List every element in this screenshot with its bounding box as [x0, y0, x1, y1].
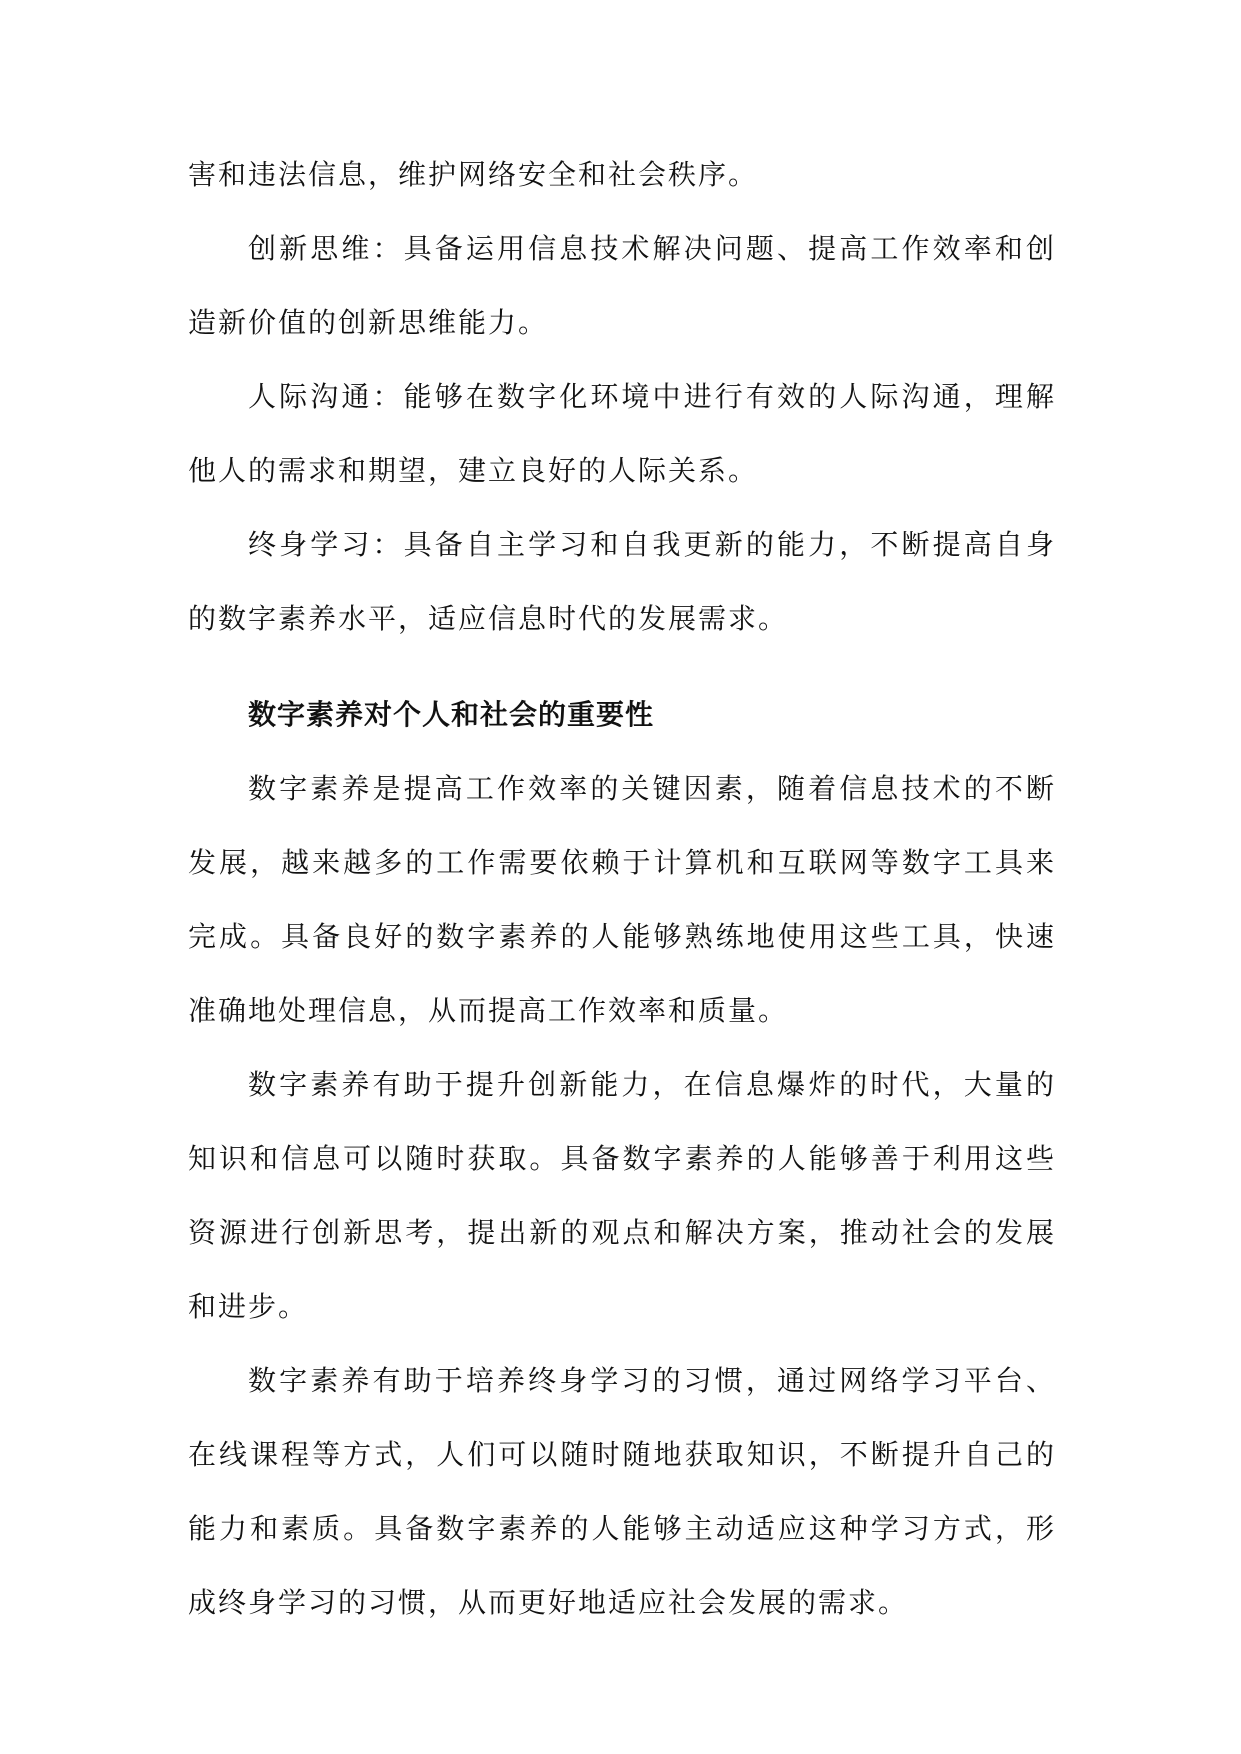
section-heading: 数字素养对个人和社会的重要性	[248, 698, 655, 731]
paragraph-continuation: 害和违法信息，维护网络安全和社会秩序。	[188, 158, 759, 191]
paragraph-lifelong-habit: 数字素养有助于培养终身学习的习惯，通过网络学习平台、在线课程等方式，人们可以随时随地获取知识，不断提升自己的能力和素质。具备数字素养的人能够主动适应这种学习方式，形成终身学习的习惯，从而更好地适应社会发展的需求。	[188, 1364, 1056, 1619]
paragraph-innovation-ability: 数字素养有助于提升创新能力，在信息爆炸的时代，大量的知识和信息可以随时获取。具备数字素养的人能够善于利用这些资源进行创新思考，提出新的观点和解决方案，推动社会的发展和进步。	[188, 1068, 1056, 1323]
paragraph-innovative-thinking: 创新思维：具备运用信息技术解决问题、提高工作效率和创造新价值的创新思维能力。	[188, 232, 1056, 339]
paragraph-work-efficiency: 数字素养是提高工作效率的关键因素，随着信息技术的不断发展，越来越多的工作需要依赖于计算机和互联网等数字工具来完成。具备良好的数字素养的人能够熟练地使用这些工具，快速准确地处理信息，从而提高工作效率和质量。	[188, 772, 1056, 1027]
paragraph-interpersonal-communication: 人际沟通：能够在数字化环境中进行有效的人际沟通，理解他人的需求和期望，建立良好的人际关系。	[188, 380, 1056, 487]
document-body	[188, 138, 1056, 1640]
paragraph-lifelong-learning: 终身学习：具备自主学习和自我更新的能力，不断提高自身的数字素养水平，适应信息时代的发展需求。	[188, 528, 1056, 635]
